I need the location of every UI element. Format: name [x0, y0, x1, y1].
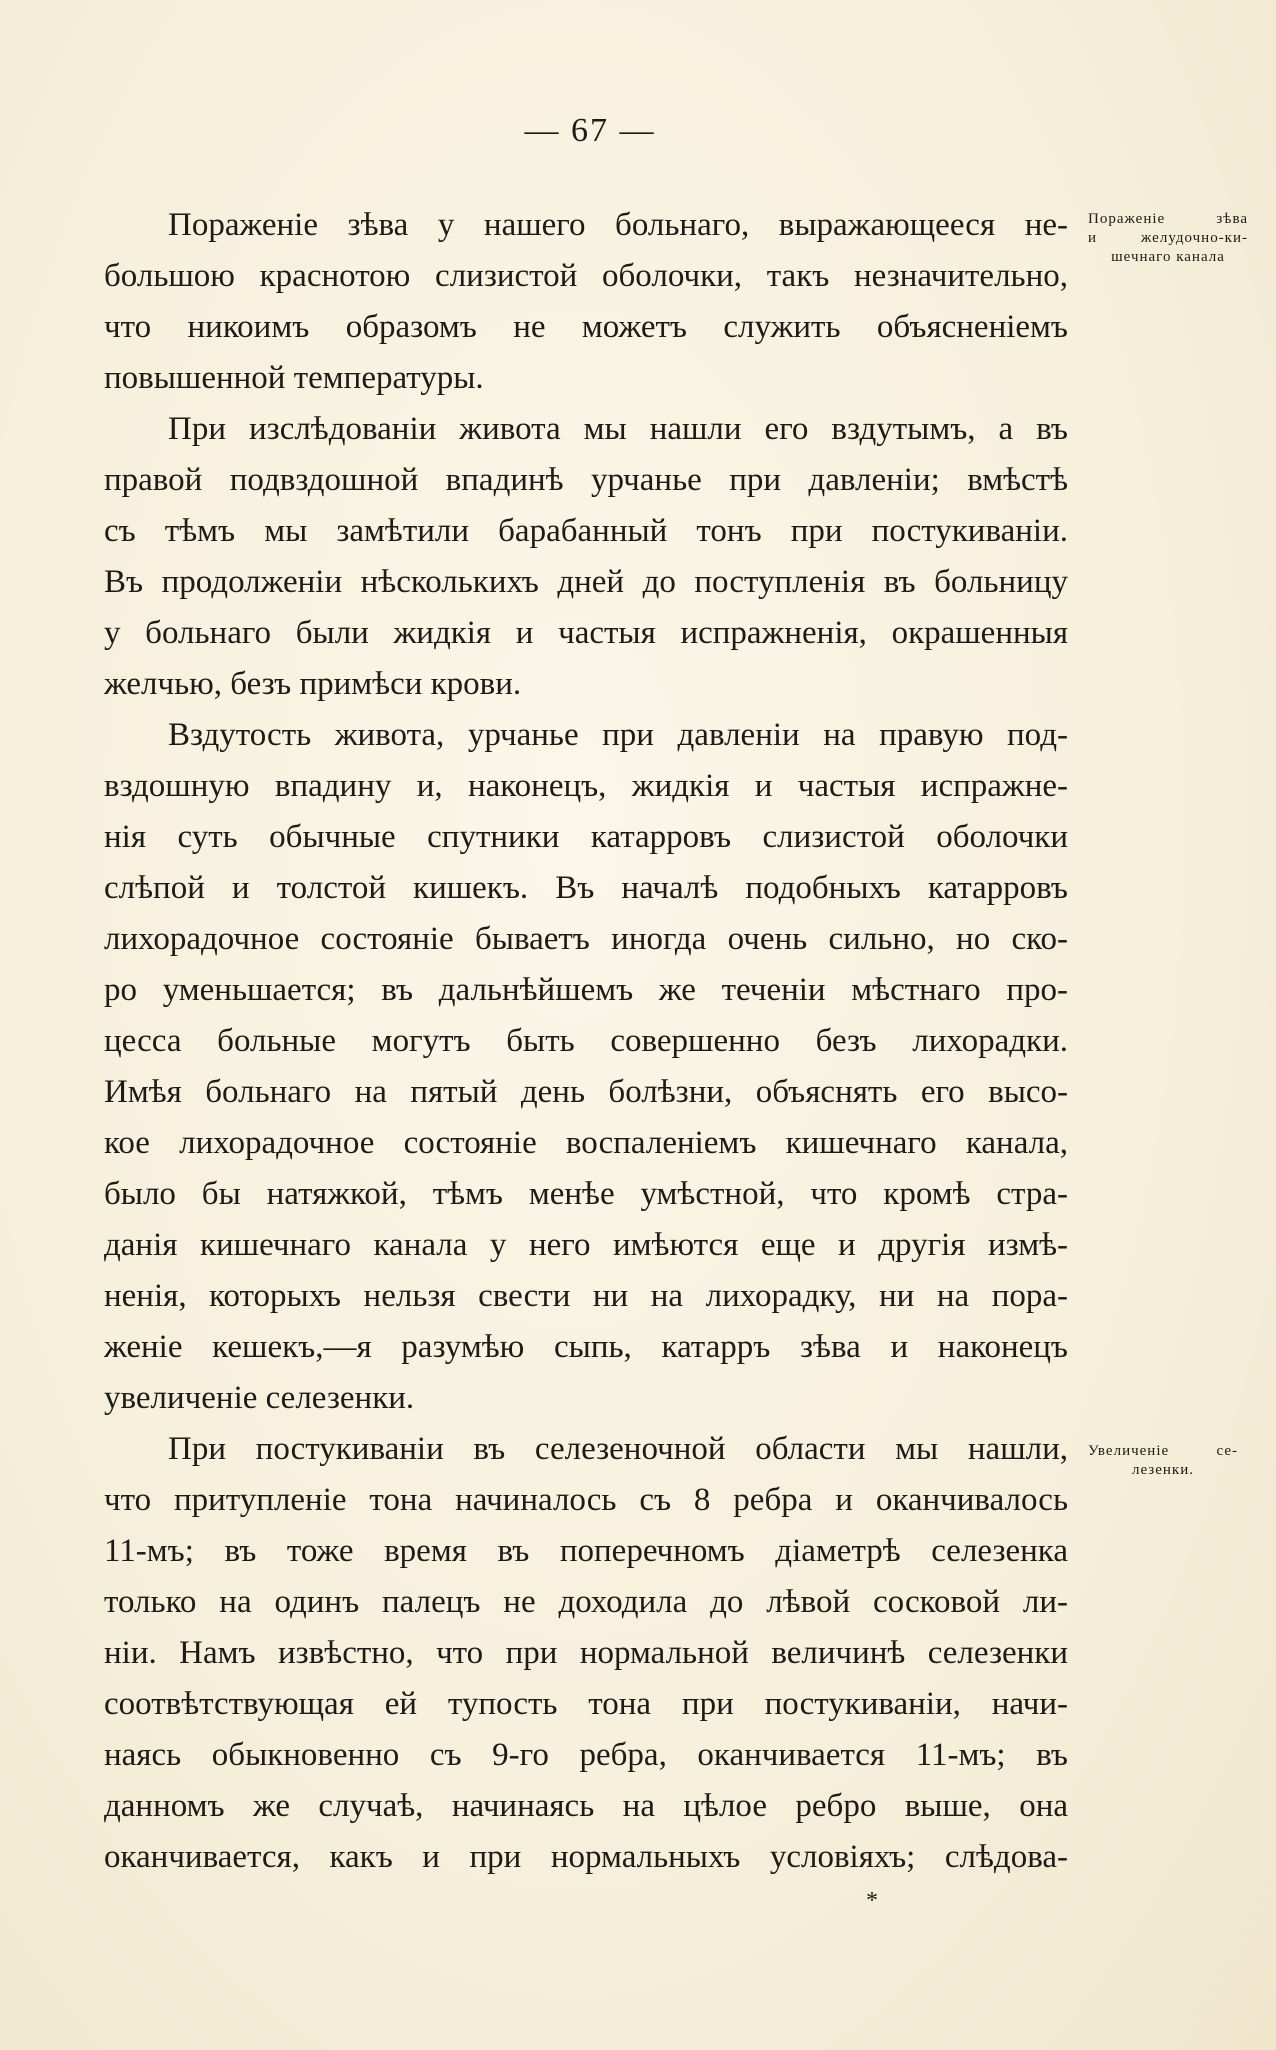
body-text — [104, 200, 1068, 1883]
text-line: что никоимъ образомъ не можетъ служить объясненіемъ — [104, 309, 1068, 345]
signature-mark: * — [866, 1888, 878, 1914]
text-line: съ тѣмъ мы замѣтили барабанный тонъ при постукиваніи. — [104, 513, 1068, 549]
text-line: у больнаго были жидкія и частыя испражненія, окрашенныя — [104, 615, 1068, 651]
text-line: было бы натяжкой, тѣмъ менѣе умѣстной, что кромѣ стра- — [104, 1176, 1068, 1212]
text-line: желчью, безъ примѣси крови. — [104, 666, 522, 702]
margin-note-line: лезенки. — [1131, 1462, 1194, 1478]
text-line: Вздутость живота, урчанье при давленіи на правую под- — [168, 717, 1068, 753]
text-line: При постукиваніи въ селезеночной области мы нашли, — [168, 1431, 1068, 1467]
text-line: 11-мъ; въ тоже время въ поперечномъ діаметрѣ селезенка — [104, 1533, 1068, 1569]
text-line: женіе кешекъ,—я разумѣю сыпь, катарръ зѣва и наконецъ — [104, 1329, 1068, 1365]
text-line: только на одинъ палецъ не доходила до лѣвой сосковой ли- — [104, 1584, 1068, 1620]
text-line: нія суть обычные спутники катарровъ слизистой оболочки — [104, 819, 1068, 855]
text-line: оканчивается, какъ и при нормальныхъ условіяхъ; слѣдова- — [104, 1839, 1068, 1875]
text-line: соотвѣтствующая ей тупость тона при постукиваніи, начи- — [104, 1686, 1068, 1722]
text-line: лихорадочное состояніе бываетъ иногда очень сильно, но ско- — [104, 921, 1068, 957]
text-line: ро уменьшается; въ дальнѣйшемъ же теченіи мѣстнаго про- — [104, 972, 1068, 1008]
text-line: повышенной температуры. — [104, 360, 484, 396]
page-number: — 67 — — [524, 112, 656, 149]
margin-note-line: и желудочно-ки- — [1088, 230, 1248, 246]
text-line: наясь обыкновенно съ 9-го ребра, оканчивается 11-мъ; въ — [104, 1737, 1068, 1773]
text-line: цесса больные могутъ быть совершенно безъ лихорадки. — [104, 1023, 1068, 1059]
text-line: данномъ же случаѣ, начинаясь на цѣлое ребро выше, она — [104, 1788, 1068, 1824]
text-line: Пораженіе зѣва у нашего больнаго, выражающееся не- — [168, 207, 1068, 243]
text-line: кое лихорадочное состояніе воспаленіемъ кишечнаго канала, — [104, 1125, 1068, 1161]
margin-note-line: шечнаго канала — [1111, 249, 1225, 265]
margin-note — [1088, 210, 1248, 267]
text-line: При изслѣдованіи живота мы нашли его вздутымъ, а въ — [168, 411, 1068, 447]
margin-note-line: Пораженіе зѣва — [1088, 211, 1248, 227]
text-line: правой подвздошной впадинѣ урчанье при давленіи; вмѣстѣ — [104, 462, 1068, 498]
text-line: увеличеніе селезенки. — [104, 1380, 415, 1416]
text-line: вздошную впадину и, наконецъ, жидкія и частыя испражне- — [104, 768, 1068, 804]
text-line: большою краснотою слизистой оболочки, такъ незначительно, — [104, 258, 1068, 294]
text-line: Въ продолженіи нѣсколькихъ дней до поступленія въ больницу — [104, 564, 1068, 600]
text-line: данія кишечнаго канала у него имѣются еще и другія измѣ- — [104, 1227, 1068, 1263]
margin-note — [1088, 1442, 1238, 1480]
text-line: что притупленіе тона начиналось съ 8 ребра и оканчивалось — [104, 1482, 1068, 1518]
text-line: слѣпой и толстой кишекъ. Въ началѣ подобныхъ катарровъ — [104, 870, 1068, 906]
text-line: Имѣя больнаго на пятый день болѣзни, объяснять его высо- — [104, 1074, 1068, 1110]
margin-note-line: Увеличеніе се- — [1088, 1443, 1238, 1459]
text-line: ненія, которыхъ нельзя свести ни на лихорадку, ни на пора- — [104, 1278, 1068, 1314]
text-line: ніи. Намъ извѣстно, что при нормальной величинѣ селезенки — [104, 1635, 1068, 1671]
